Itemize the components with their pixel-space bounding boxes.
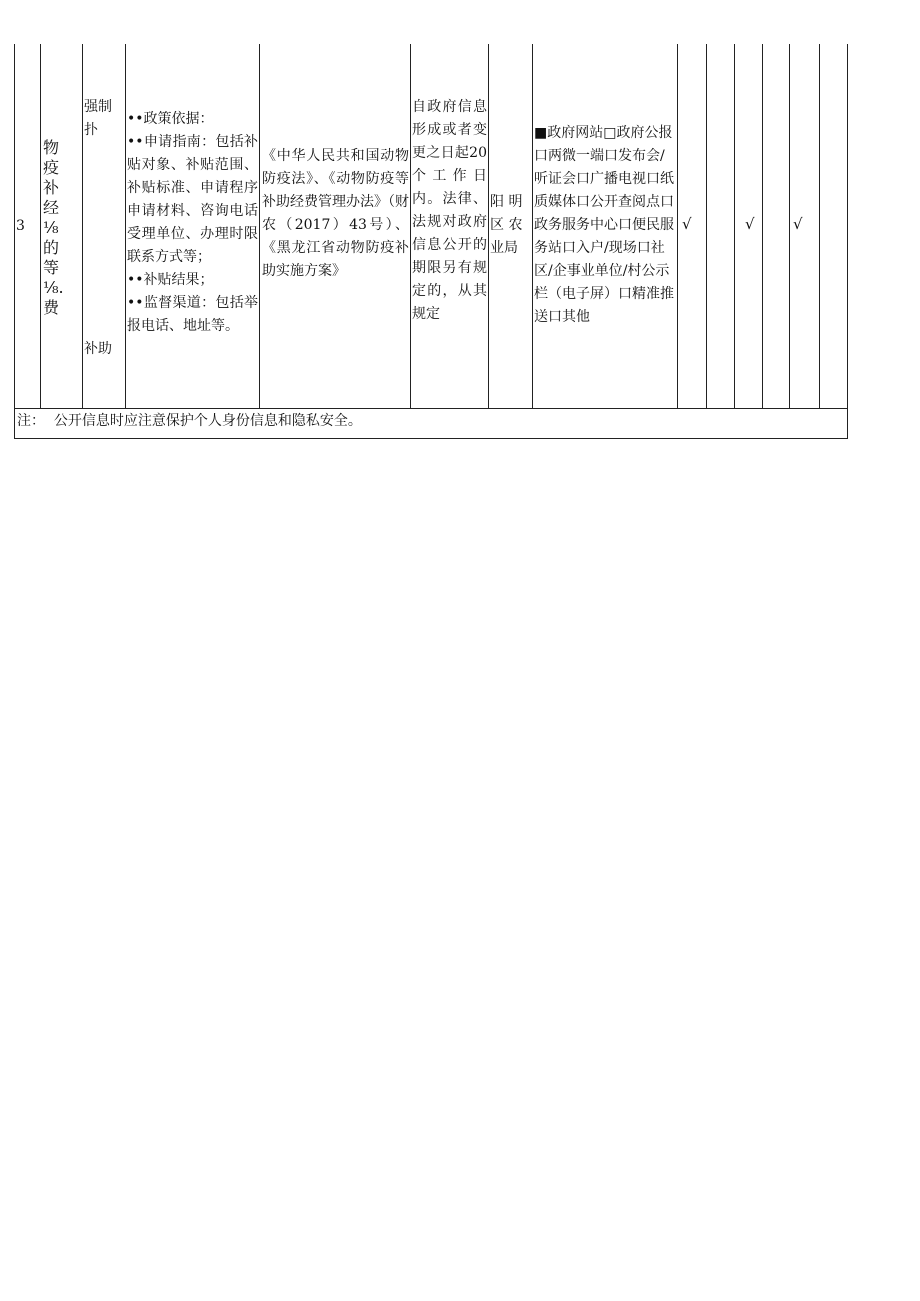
- table-note: 注： 公开信息时应注意保护个人身份信息和隐私安全。: [17, 413, 362, 429]
- column-divider: [847, 44, 848, 439]
- column-divider: [706, 44, 707, 409]
- category-top: 强制扑: [84, 99, 112, 138]
- content-list: [127, 108, 258, 338]
- column-divider: [40, 44, 41, 409]
- item-name: 物疫补经⅛的等⅛.费: [43, 138, 64, 317]
- disclosure-channels: ■政府网站□政府公报口两微一端口发布会/听证会口广播电视口纸质媒体口公开查阅点口政务服务中心口便民服务站口入户/现场口社区/企事业单位/村公示栏（电子屏）口精准推送口其他: [534, 125, 674, 325]
- row-index: 3: [16, 218, 25, 234]
- legal-basis: 《中华人民共和国动物防疫法》、《动物防疫等补助经费管理办法》（财农（2017）43号）、《黑龙江省动物防疫补助实施方案》: [262, 148, 409, 279]
- check-mark: √: [682, 215, 692, 233]
- column-divider: [734, 44, 735, 409]
- row-bottom-border: [14, 408, 848, 409]
- column-divider: [677, 44, 678, 409]
- check-mark: √: [745, 215, 755, 233]
- content-line: ••政策依据：: [127, 111, 214, 127]
- column-divider: [259, 44, 260, 409]
- column-divider: [819, 44, 820, 409]
- column-divider: [789, 44, 790, 409]
- content-line: ••监督渠道：包括举报电话、地址等。: [127, 295, 258, 334]
- column-divider: [14, 44, 15, 439]
- column-divider: [762, 44, 763, 409]
- time-limit: 自政府信息形成或者变更之日起20个工作日内。法律、法规对政府信息公开的期限另有规定的，从其规定: [412, 99, 487, 322]
- category-bottom: 补助: [84, 341, 112, 357]
- column-divider: [82, 44, 83, 409]
- content-line: ••申请指南：包括补贴对象、补贴范围、补贴标准、申请程序申请材料、咨询电话受理单位、办理时限联系方式等；: [127, 134, 258, 265]
- column-divider: [532, 44, 533, 409]
- column-divider: [410, 44, 411, 409]
- disclosure-subject: 阳 明区 农业局: [490, 194, 523, 256]
- column-divider: [488, 44, 489, 409]
- check-mark: √: [793, 215, 803, 233]
- content-line: ••补贴结果；: [127, 272, 214, 288]
- disclosure-table: [14, 44, 848, 439]
- table-bottom-border: [14, 438, 848, 439]
- column-divider: [125, 44, 126, 409]
